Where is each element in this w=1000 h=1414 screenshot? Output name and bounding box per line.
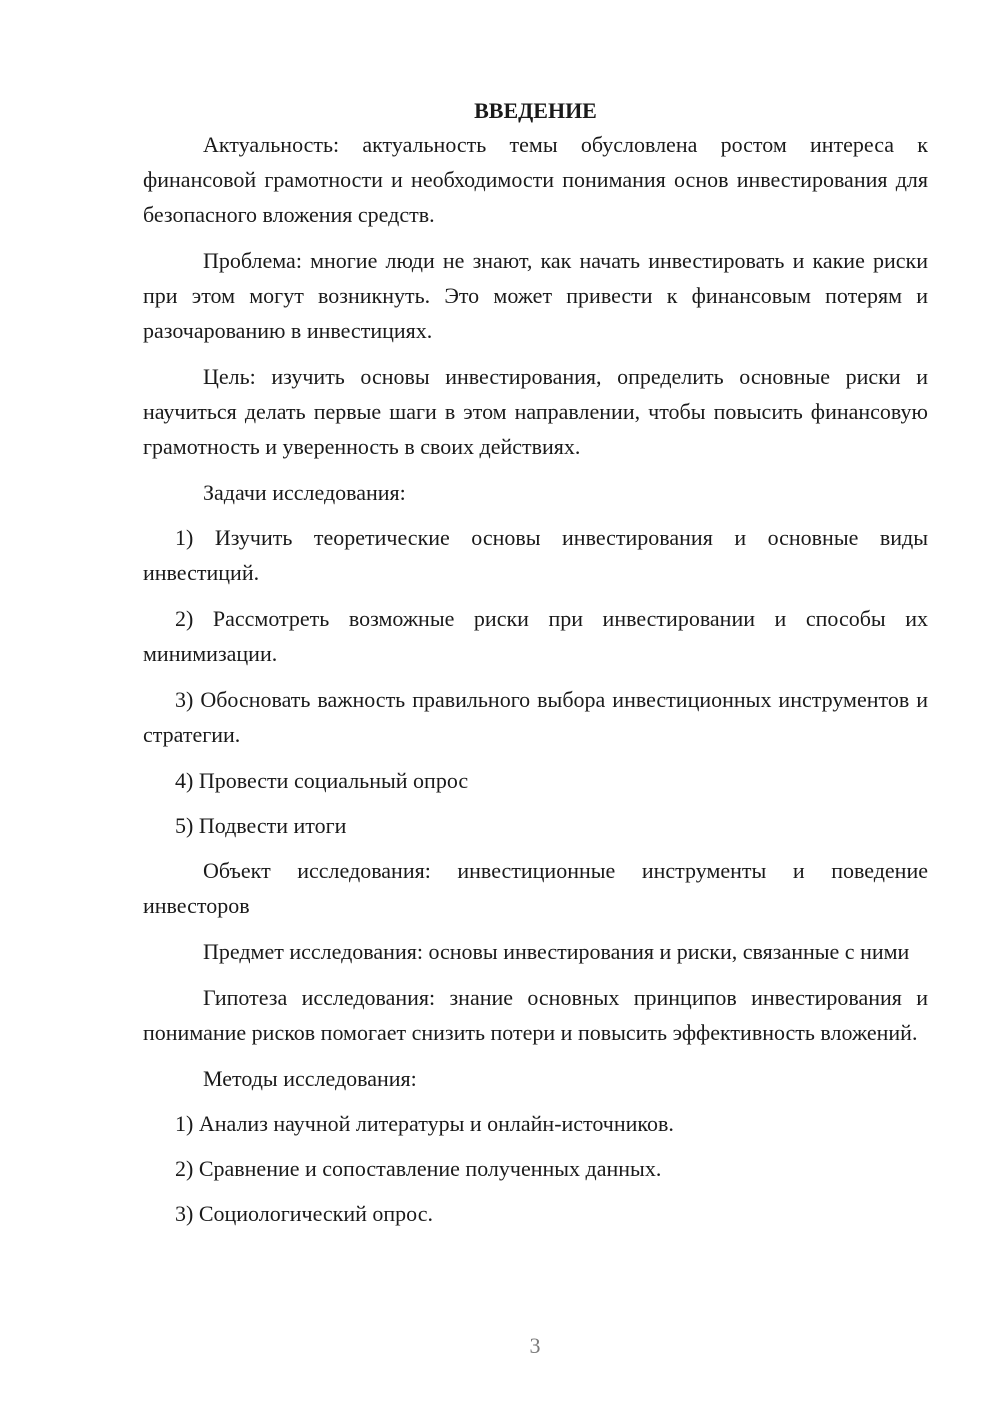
task-item-1: 1) Изучить теоретические основы инвестирования и основные виды инвестиций. [143, 525, 928, 585]
task-item-4: 4) Провести социальный опрос [175, 768, 469, 793]
page-number: 3 [529, 1333, 541, 1358]
task-item-3: 3) Обосновать важность правильного выбора инвестиционных инструментов и стратегии. [143, 687, 928, 747]
paragraph-methods-heading: Методы исследования: [203, 1066, 417, 1091]
paragraph-relevance: Актуальность: актуальность темы обусловлена ростом интереса к финансовой грамотности и необходимости понимания основ инвестирования для безопасного вложения средств. [143, 132, 928, 227]
method-item-2: 2) Сравнение и сопоставление полученных данных. [175, 1156, 662, 1181]
page-content [143, 93, 928, 1241]
paragraph-object: Объект исследования: инвестиционные инструменты и поведение инвесторов [143, 858, 928, 918]
paragraph-hypothesis: Гипотеза исследования: знание основных принципов инвестирования и понимание рисков помогает снизить потери и повысить эффективность вложений. [143, 985, 928, 1045]
method-item-3: 3) Социологический опрос. [175, 1201, 433, 1226]
task-item-2: 2) Рассмотреть возможные риски при инвестировании и способы их минимизации. [143, 606, 928, 666]
method-item-1: 1) Анализ научной литературы и онлайн-источников. [175, 1111, 674, 1136]
paragraph-goal: Цель: изучить основы инвестирования, определить основные риски и научиться делать первые шаги в этом направлении, чтобы повысить финансовую грамотность и уверенность в своих действиях. [143, 364, 928, 459]
paragraph-tasks-heading: Задачи исследования: [203, 480, 406, 505]
task-item-5: 5) Подвести итоги [175, 813, 347, 838]
paragraph-problem: Проблема: многие люди не знают, как начать инвестировать и какие риски при этом могут возникнуть. Это может привести к финансовым потерям и разочарованию в инвестициях. [143, 248, 928, 343]
section-title: ВВЕДЕНИЕ [474, 98, 597, 123]
paragraph-subject: Предмет исследования: основы инвестирования и риски, связанные с ними [203, 939, 910, 964]
